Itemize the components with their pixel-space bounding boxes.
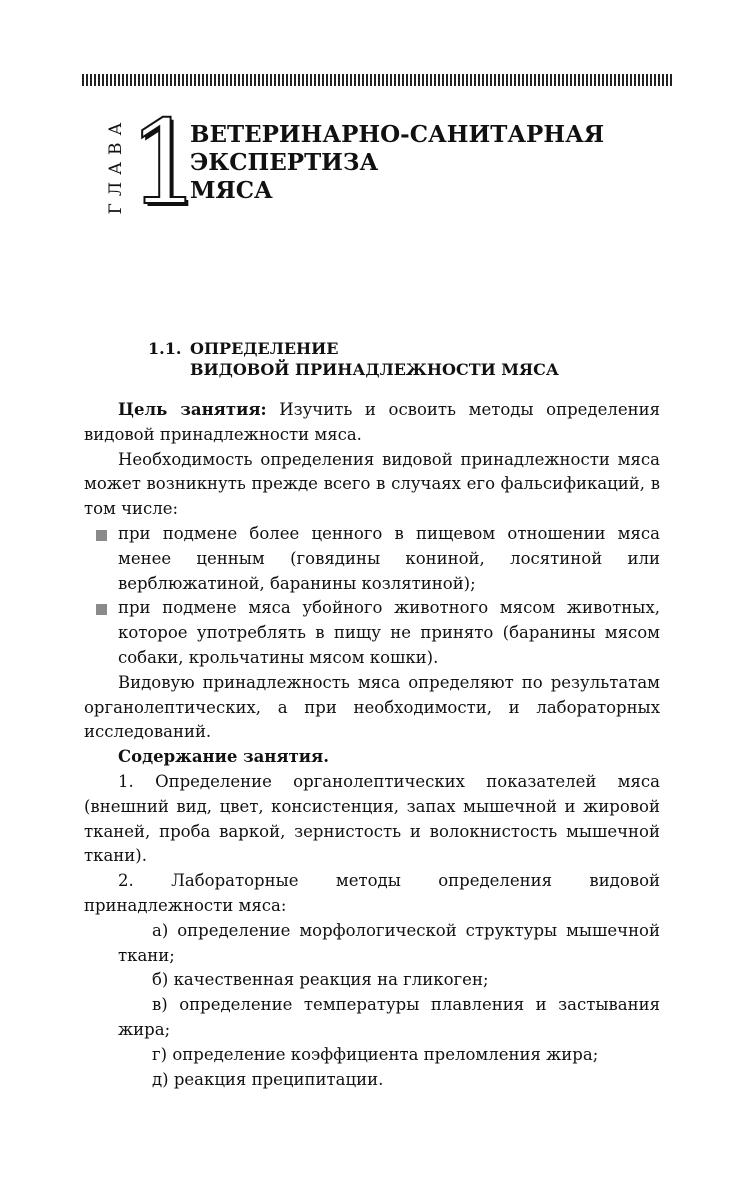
section-title-line2: ВИДОВОЙ ПРИНАДЛЕЖНОСТИ МЯСА	[190, 360, 559, 379]
content-heading	[84, 745, 660, 770]
chapter-title-line: ВЕТЕРИНАРНО-САНИТАРНАЯ	[190, 121, 605, 148]
sub-item: д) реакция преципитации.	[152, 1069, 384, 1089]
square-bullet-icon	[96, 604, 107, 615]
list-item	[84, 522, 660, 596]
body-text	[84, 398, 660, 1092]
goal-paragraph	[84, 398, 660, 448]
chapter-word: ГЛАВА	[106, 115, 126, 215]
sub-item: г) определение коэффициента преломления жира;	[152, 1044, 599, 1064]
sub-item: в) определение температуры плавления и застывания жира;	[118, 995, 660, 1039]
chapter-title-line: ЭКСПЕРТИЗА	[190, 149, 379, 176]
necessity-paragraph: Необходимость определения видовой принадлежности мяса может возникнуть прежде всего в случаях его фальсификаций, в том числе:	[84, 449, 660, 519]
header-rule	[82, 74, 672, 86]
item-1: 1. Определение органолептических показателей мяса (внешний вид, цвет, консистенция, запах мышечной и жировой тканей, проба варкой, зернистость и волокнистость мышечной ткани).	[84, 771, 660, 866]
list-item-text: при подмене мяса убойного животного мясом животных, которое употреблять в пищу не принято (баранины мясом собаки, крольчатины мясом кошки).	[118, 598, 660, 667]
list-item-text: при подмене более ценного в пищевом отношении мяса менее ценным (говядины кониной, лосятиной или верблюжатиной, баранины козлятиной);	[118, 523, 660, 593]
falsification-list	[84, 522, 660, 671]
square-bullet-icon	[96, 530, 107, 541]
section-number: 1.1.	[148, 339, 182, 358]
goal-text: Изучить и освоить методы определения видовой принадлежности мяса.	[84, 400, 660, 444]
chapter-number: 1	[128, 96, 202, 231]
section-title	[148, 338, 559, 380]
content-label: Содержание занятия.	[118, 747, 329, 767]
methods-paragraph: Видовую принадлежность мяса определяют по результатам органолептических, а при необходимости, и лабораторных исследований.	[84, 672, 660, 742]
section-title-line1: ОПРЕДЕЛЕНИЕ	[190, 339, 339, 358]
item-2: 2. Лабораторные методы определения видовой принадлежности мяса:	[84, 871, 660, 915]
sub-item: б) качественная реакция на гликоген;	[152, 970, 489, 990]
goal-label: Цель занятия:	[118, 400, 267, 419]
chapter-title-line: МЯСА	[190, 177, 273, 204]
chapter-title	[190, 121, 660, 205]
chapter-label	[103, 115, 129, 215]
list-item	[84, 596, 660, 670]
sub-item: а) определение морфологической структуры мышечной ткани;	[118, 920, 660, 965]
